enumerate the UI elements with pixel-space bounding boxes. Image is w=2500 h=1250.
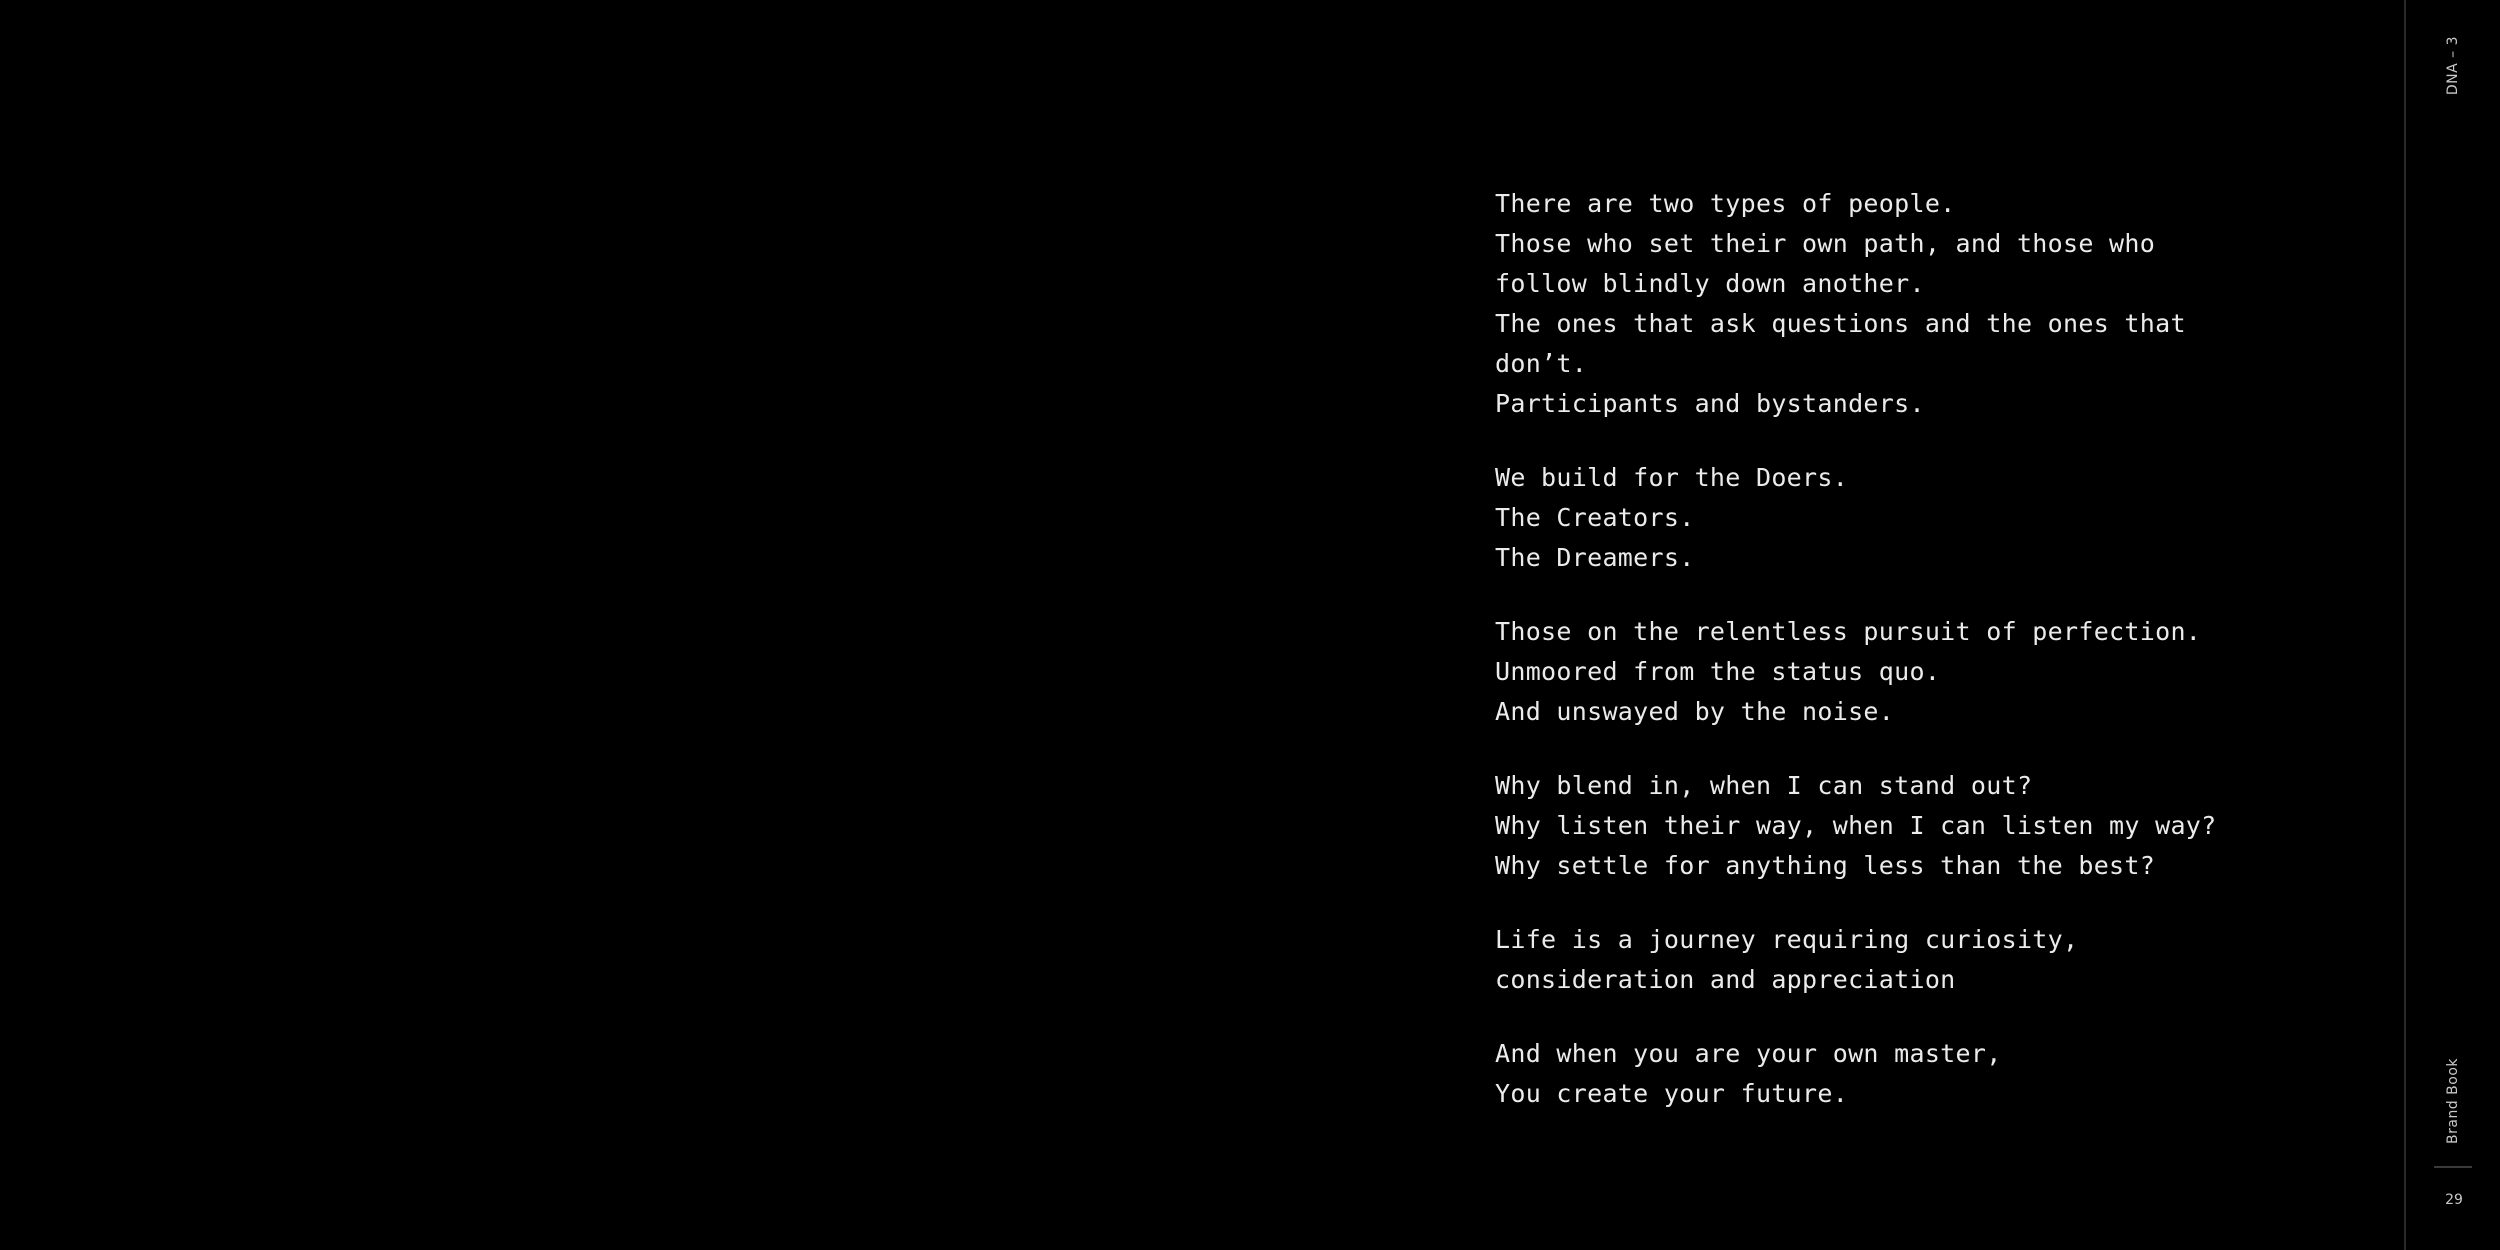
stanza bbox=[1495, 766, 2235, 886]
manifesto-line: There are two types of people. bbox=[1495, 189, 1956, 218]
stanza bbox=[1495, 1034, 2235, 1114]
manifesto-line: Unmoored from the status quo. bbox=[1495, 657, 1941, 686]
manifesto-line: Why blend in, when I can stand out? bbox=[1495, 771, 2033, 800]
page-sidebar bbox=[2404, 0, 2500, 1250]
manifesto-line: And unswayed by the noise. bbox=[1495, 697, 1895, 726]
manifesto-line: Participants and bystanders. bbox=[1495, 389, 1925, 418]
manifesto-line: Those who set their own path, and those who follow blindly down another. bbox=[1495, 229, 2156, 298]
manifesto-line: The ones that ask questions and the ones that don’t. bbox=[1495, 309, 2186, 378]
stanza bbox=[1495, 920, 2235, 1000]
manifesto-line: Why settle for anything less than the best? bbox=[1495, 851, 2156, 880]
manifesto-line: The Dreamers. bbox=[1495, 543, 1695, 572]
stanza bbox=[1495, 184, 2235, 424]
stanza bbox=[1495, 612, 2235, 732]
manifesto-line: Life is a journey requiring curiosity, consideration and appreciation bbox=[1495, 925, 2079, 994]
manifesto-line: You create your future. bbox=[1495, 1079, 1849, 1108]
sidebar-divider bbox=[2434, 1166, 2472, 1168]
manifesto-line: And when you are your own master, bbox=[1495, 1039, 2002, 1068]
manifesto-line: Why listen their way, when I can listen my way? bbox=[1495, 811, 2217, 840]
book-title-label: Brand Book bbox=[2445, 1058, 2461, 1144]
stanza bbox=[1495, 458, 2235, 578]
section-label: DNA – 3 bbox=[2445, 36, 2461, 96]
manifesto-line: The Creators. bbox=[1495, 503, 1695, 532]
manifesto-line: We build for the Doers. bbox=[1495, 463, 1849, 492]
manifesto-text bbox=[1495, 184, 2235, 1148]
page-number: 29 bbox=[2445, 1192, 2463, 1208]
manifesto-line: Those on the relentless pursuit of perfection. bbox=[1495, 617, 2202, 646]
